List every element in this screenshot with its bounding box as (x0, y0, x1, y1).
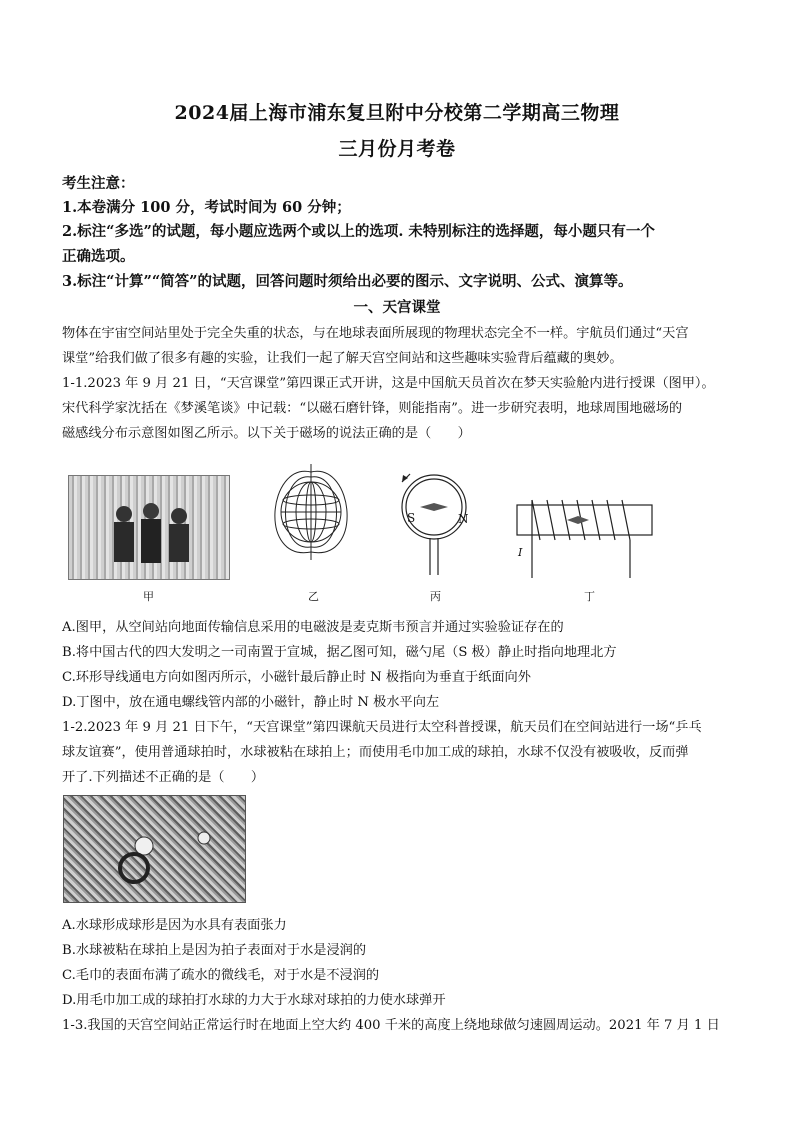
q2-stem-line-3: 开了.下列描述不正确的是（ ） (62, 770, 265, 785)
notice-item-3: 3.标注“计算”“简答”的试题，回答问题时须给出必要的图示、文字说明、公式、演算等。 (62, 273, 633, 290)
q2-stem-line-2: 球友谊赛”，使用普通球拍时，水球被粘在球拍上；而使用毛巾加工成的球拍，水球不仅没有被吸收，反而弹 (62, 745, 689, 760)
q2-option-b: B.水球被粘在球拍上是因为拍子表面对于水是浸润的 (62, 943, 367, 958)
figure-ding-solenoid (512, 490, 657, 580)
caption-yi: 乙 (308, 590, 319, 603)
notice-item-1: 1.本卷满分 100 分，考试时间为 60 分钟； (62, 199, 351, 216)
q2-option-c: C.毛巾的表面布满了疏水的微线毛，对于水是不浸润的 (62, 968, 380, 983)
intro-line-1: 物体在宇宙空间站里处于完全失重的状态，与在地球表面所展现的物理状态完全不一样。宇航员们通过“天宫 (62, 326, 689, 341)
figure-water-ball-photo (63, 795, 246, 903)
figure-jia-photo (68, 475, 230, 580)
q1-option-c: C.环形导线通电方向如图丙所示，小磁针最后静止时 N 极指向为垂直于纸面向外 (62, 670, 531, 685)
q1-stem-line-2: 宋代科学家沈括在《梦溪笔谈》中记载：“以磁石磨针锋，则能指南”。进一步研究表明，地球周围地磁场的 (62, 401, 683, 416)
figure-ding-label-i: I (518, 546, 523, 559)
q1-option-b: B.将中国古代的四大发明之一司南置于宣城，据乙图可知，磁勺尾（S 极）静止时指向地理北方 (62, 645, 617, 660)
figure-yi-earth-field (258, 442, 364, 578)
caption-ding: 丁 (584, 590, 595, 603)
q1-option-a: A.图甲，从空间站向地面传输信息采用的电磁波是麦克斯韦预言并通过实验验证存在的 (62, 620, 564, 635)
notice-item-2-line-1: 2.标注“多选”的试题，每小题应选两个或以上的选项. 未特别标注的选择题，每小题只有一个 (62, 223, 655, 240)
q2-stem-line-1: 1-2.2023 年 9 月 21 日下午，“天宫课堂”第四课航天员进行太空科普授课，航天员们在空间站进行一场“乒乓 (62, 720, 702, 735)
section-title: 一、天宫课堂 (353, 299, 441, 316)
exam-subtitle: 三月份月考卷 (338, 138, 456, 160)
figure-bing-label-s: S (407, 511, 416, 525)
caption-jia: 甲 (143, 590, 154, 603)
notice-heading: 考生注意： (62, 175, 135, 192)
q2-option-d: D.用毛巾加工成的球拍打水球的力大于水球对球拍的力使水球弹开 (62, 993, 446, 1008)
exam-title: 2024届上海市浦东复旦附中分校第二学期高三物理 (174, 102, 620, 124)
q2-option-a: A.水球形成球形是因为水具有表面张力 (62, 918, 287, 933)
q3-stem-line-1: 1-3.我国的天宫空间站正常运行时在地面上空大约 400 千米的高度上绕地球做匀速圆周运动。2021 年 7 月 1 日 (62, 1018, 720, 1033)
q1-option-d: D.丁图中，放在通电螺线管内部的小磁针，静止时 N 极水平向左 (62, 695, 440, 710)
intro-line-2: 课堂”给我们做了很多有趣的实验，让我们一起了解天宫空间站和这些趣味实验背后蕴藏的奥妙。 (62, 351, 623, 366)
figure-bing-label-n: N (458, 512, 469, 526)
notice-item-2-line-2: 正确选项。 (62, 248, 135, 265)
q1-stem-line-3: 磁感线分布示意图如图乙所示。以下关于磁场的说法正确的是（ ） (62, 426, 471, 441)
caption-bing: 丙 (430, 590, 441, 603)
q1-stem-line-1: 1-1.2023 年 9 月 21 日，“天宫课堂”第四课正式开讲，这是中国航天员首次在梦天实验舱内进行授课（图甲）。 (62, 376, 715, 391)
